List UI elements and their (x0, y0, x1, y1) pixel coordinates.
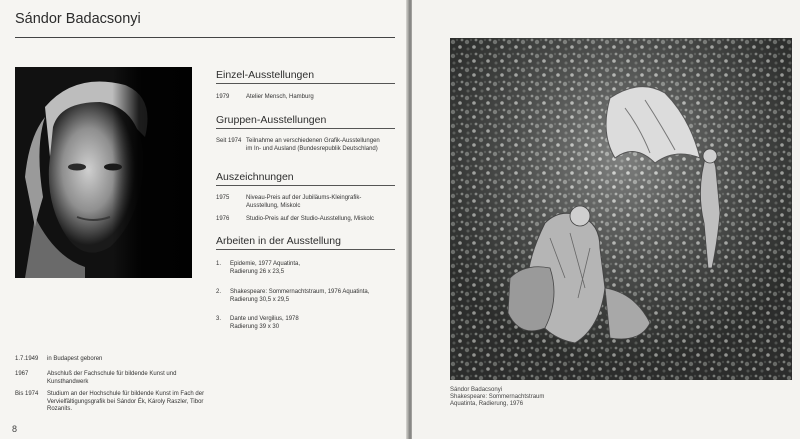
bio-text: in Budapest geboren (47, 356, 103, 362)
page-number: 8 (12, 424, 18, 434)
section-title-einzel: Einzel-Ausstellungen (216, 69, 315, 81)
section-rule-arbeiten (216, 249, 395, 250)
bio-text: Abschluß der Fachschule für bildende Kunst und Kunsthandwerk (47, 371, 177, 385)
award-year: 1976 (216, 216, 230, 222)
artist-portrait-photo (15, 67, 192, 278)
caption-technique: Aquatinta, Radierung, 1976 (450, 401, 524, 407)
bio-text: Studium an der Hochschule für bildende Kunst im Fach der Vervielfältigungsgrafik bei Sándor Ék, Károly Raszler, Tibor Rozanits. (47, 391, 205, 412)
artwork-number: 2. (216, 289, 222, 295)
artwork-caption (450, 387, 544, 408)
exhibition-year: Seit 1974 (216, 138, 242, 144)
bio-date: 1967 (15, 371, 29, 377)
header-rule (15, 37, 395, 38)
section-rule-auszeichnungen (216, 185, 395, 186)
section-rule-einzel (216, 83, 395, 84)
exhibition-text: Atelier Mensch, Hamburg (246, 94, 314, 100)
right-page (412, 0, 800, 439)
section-title-gruppen: Gruppen-Ausstellungen (216, 114, 327, 126)
award-text: Niveau-Preis auf der Jubiläums-Kleingrafik-Ausstellung, Miskolc (246, 195, 362, 209)
exhibition-year: 1979 (216, 94, 230, 100)
section-title-arbeiten: Arbeiten in der Ausstellung (216, 235, 341, 247)
etching-illustration (450, 38, 792, 380)
bio-date: 1.7.1949 (15, 356, 39, 362)
artwork-number: 1. (216, 261, 222, 267)
section-rule-gruppen (216, 128, 395, 129)
section-title-auszeichnungen: Auszeichnungen (216, 171, 294, 183)
bio-date: Bis 1974 (15, 391, 39, 397)
portrait-image (15, 67, 192, 278)
artwork-image (450, 38, 792, 380)
caption-artist: Sándor Badacsonyi (450, 387, 503, 393)
award-text: Studio-Preis auf der Studio-Ausstellung, Miskolc (246, 216, 375, 222)
award-year: 1975 (216, 195, 230, 201)
artist-name: Sándor Badacsonyi (15, 11, 141, 27)
artwork-text: Dante und Vergilius, 1978 Radierung 39 x 30 (230, 316, 299, 330)
artwork-text: Shakespeare: Sommernachtstraum, 1976 Aquatinta, Radierung 30,5 x 29,5 (230, 289, 370, 303)
caption-title: Shakespeare: Sommernachtstraum (450, 394, 545, 400)
artwork-text: Epidemie, 1977 Aquatinta, Radierung 26 x 23,5 (230, 261, 301, 275)
artwork-number: 3. (216, 316, 222, 322)
exhibition-text: Teilnahme an verschiedenen Grafik-Ausstellungen im In- und Ausland (Bundesrepublik Deutschland) (246, 138, 380, 152)
